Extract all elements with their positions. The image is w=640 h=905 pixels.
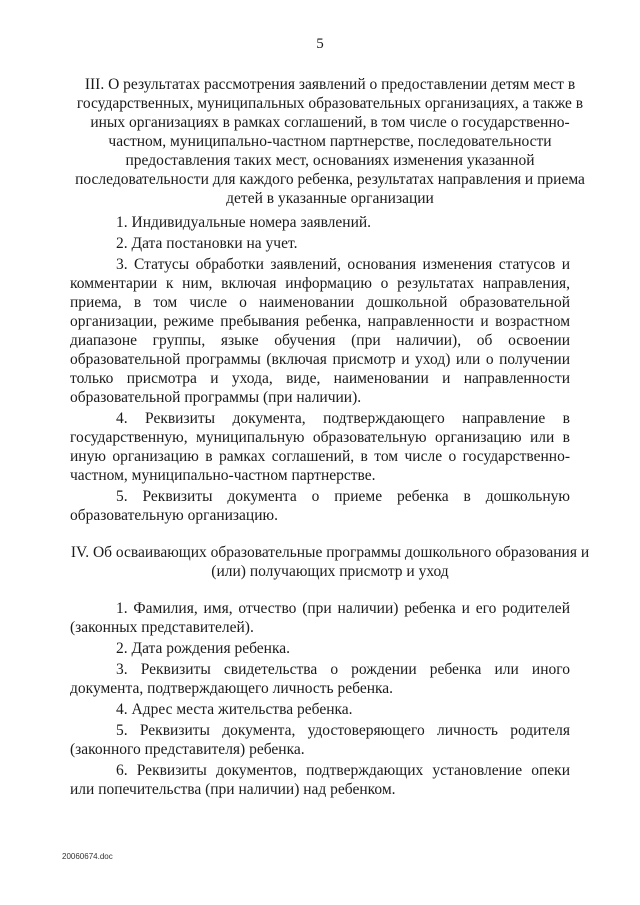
section-4-list <box>70 599 570 801</box>
list-item: 4. Адрес места жительства ребенка. <box>116 701 353 718</box>
section-3-heading: III. О результатах рассмотрения заявлений о предоставлении детям мест в государственных, муниципальных образовательных организациях, а также в иных организациях в рамках соглашений, в том числе о государственно-частном, муниципально-частном партнерстве, последовательности предоставления таких мест, основаниях изменения указанной последовательности для каждого ребенка, результатах направления и приема детей в указанные организации <box>75 76 585 207</box>
list-item: 5. Реквизиты документа о приеме ребенка в дошкольную образовательную организацию. <box>70 488 570 524</box>
section-3-list <box>70 213 570 527</box>
list-item: 2. Дата рождения ребенка. <box>116 640 290 657</box>
list-item: 2. Дата постановки на учет. <box>116 235 298 252</box>
list-item: 1. Фамилия, имя, отчество (при наличии) ребенка и его родителей (законных представителей). <box>70 600 570 636</box>
list-item: 3. Реквизиты свидетельства о рождении ребенка или иного документа, подтверждающего личность ребенка. <box>70 661 570 697</box>
list-item: 4. Реквизиты документа, подтверждающего направление в государственную, муниципальную образовательную организацию или в иную организацию в рамках соглашений, в том числе о государственно-частном, муниципально-частном партнерстве. <box>70 410 570 484</box>
list-item: 3. Статусы обработки заявлений, основания изменения статусов и комментарии к ним, включая информацию о результатах направления, приема, в том числе о наименовании дошкольной образовательной организации, режиме пребывания ребенка, направленности и возрастном диапазоне группы, языке обучения (при наличии), об освоении образовательной программы (включая присмотр и уход) или о получении только присмотра и ухода, виде, наименовании и направленности образовательной программы (при наличии). <box>70 256 570 406</box>
footer-file-name: 20060674.doc <box>62 852 113 861</box>
section-4-heading: IV. Об осваивающих образовательные программы дошкольного образования и (или) получающих присмотр и уход <box>70 544 590 580</box>
list-item: 6. Реквизиты документов, подтверждающих установление опеки или попечительства (при наличии) над ребенком. <box>70 762 570 798</box>
list-item: 5. Реквизиты документа, удостоверяющего личность родителя (законного представителя) ребенка. <box>70 722 570 758</box>
list-item: 1. Индивидуальные номера заявлений. <box>116 214 372 231</box>
page-number: 5 <box>316 36 324 52</box>
